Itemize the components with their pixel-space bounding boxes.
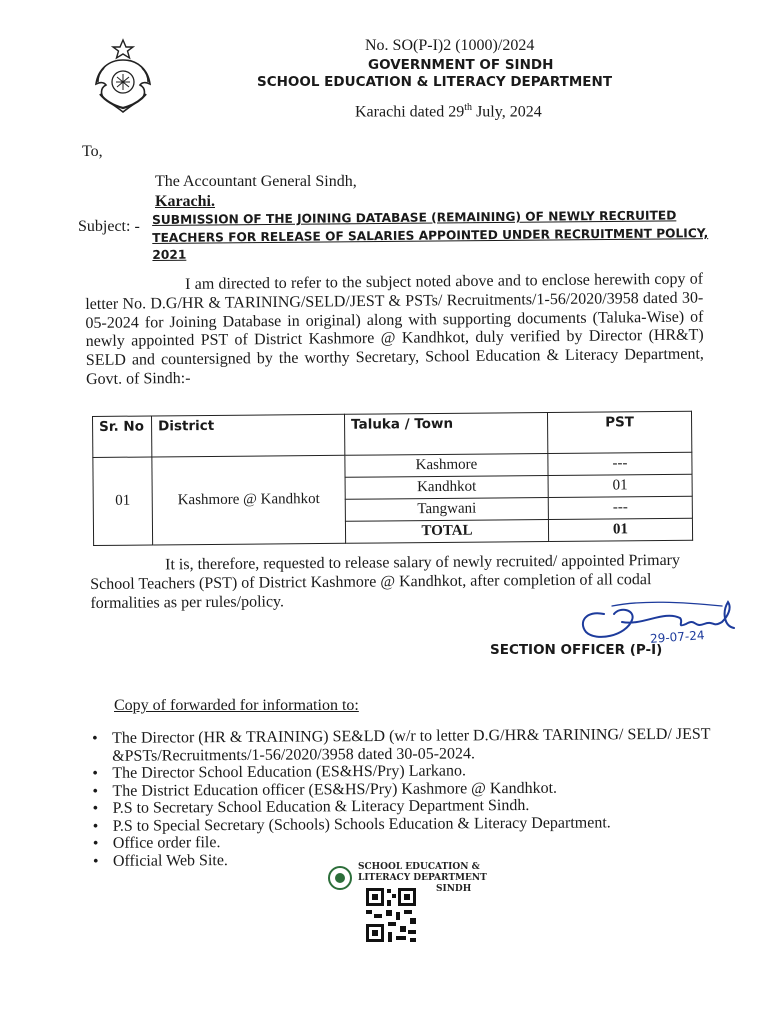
recipient-city: Karachi. [155, 193, 215, 210]
list-item: • P.S to Special Secretary (Schools) Schools Education & Literacy Department. [91, 813, 721, 835]
cell-sr-no: 01 [93, 457, 153, 546]
letter-date: Karachi dated 29th July, 2024 [355, 102, 542, 121]
pst-table [92, 411, 693, 546]
cell-pst: --- [548, 496, 692, 519]
cell-pst: --- [548, 452, 692, 475]
recipient-name: The Accountant General Sindh, [155, 173, 357, 190]
cell-total-label: TOTAL [345, 520, 548, 544]
department-heading: SCHOOL EDUCATION & LITERACY DEPARTMENT [257, 74, 613, 90]
copy-heading: Copy of forwarded for information to: [114, 697, 359, 714]
body-paragraph-2: It is, therefore, requested to release salary of newly recruited/ appointed Primary School Teachers (PST) of District Kashmore @ Kandhkot, after completion of all codal formalities as per rules/policy. [90, 551, 681, 612]
list-item: • The Director School Education (ES&HS/Pry) Larkano. [90, 761, 720, 783]
qr-code-icon [366, 888, 416, 942]
stamp-text: SCHOOL EDUCATION & LITERACY DEPARTMENT SINDH [358, 862, 487, 894]
subject-text: SUBMISSION OF THE JOINING DATABASE (REMAINING) OF NEWLY RECRUITED TEACHERS FOR RELEASE OF SALARIES APPOINTED UNDER RECRUITMENT POLICY, 2021 [152, 208, 709, 262]
header-sr-no: Sr. No [93, 416, 152, 458]
header-district: District [152, 414, 345, 457]
list-item: • Office order file. [91, 831, 721, 853]
cell-district: Kashmore @ Kandhkot [152, 455, 346, 545]
letter-number: No. SO(P-I)2 (1000)/2024 [365, 37, 535, 54]
cell-taluka: Tangwani [345, 498, 548, 522]
header-pst: PST [547, 411, 691, 453]
list-item: • P.S to Secretary School Education & Literacy Department Sindh. [90, 796, 720, 818]
cell-taluka: Kandhkot [345, 476, 548, 500]
signatory-title: SECTION OFFICER (P-I) [490, 642, 663, 658]
government-heading: GOVERNMENT OF SINDH [368, 57, 554, 73]
cell-pst: 01 [548, 474, 692, 497]
salutation-to: To, [82, 143, 103, 160]
sindh-government-emblem-icon [86, 38, 160, 116]
subject-label: Subject: - [78, 218, 140, 235]
signature-date: 29-07-24 [649, 628, 705, 646]
copy-list [90, 726, 721, 870]
cell-taluka: Kashmore [345, 454, 548, 478]
body-paragraph-1: I am directed to refer to the subject noted above and to enclose herewith copy of letter No. D.G/HR & TARINING/SELD/JEST & PSTs/ Recruitments/1-56/2020/3958 dated 30-05-2024 for Joining Database in original) along with supporting documents (Taluka-Wise) of newly appointed PST of District Kashmore @ Kandhkot, duly verified by Director (HR&T) SELD and countersigned by the worthy Secretary, School Education & Literacy Department, Govt. of Sindh:- [85, 270, 704, 388]
cell-total-value: 01 [548, 518, 692, 541]
list-item: • The District Education officer (ES&HS/Pry) Kashmore @ Kandhkot. [90, 778, 720, 800]
header-taluka: Taluka / Town [344, 413, 547, 456]
list-item: • Official Web Site. [91, 848, 721, 870]
list-item: • The Director (HR & TRAINING) SE&LD (w/r to letter D.G/HR& TARINING/ SELD/ JEST &PSTs/Recruitments/1-56/2020/3958 dated 30-05-2024. [90, 726, 720, 765]
